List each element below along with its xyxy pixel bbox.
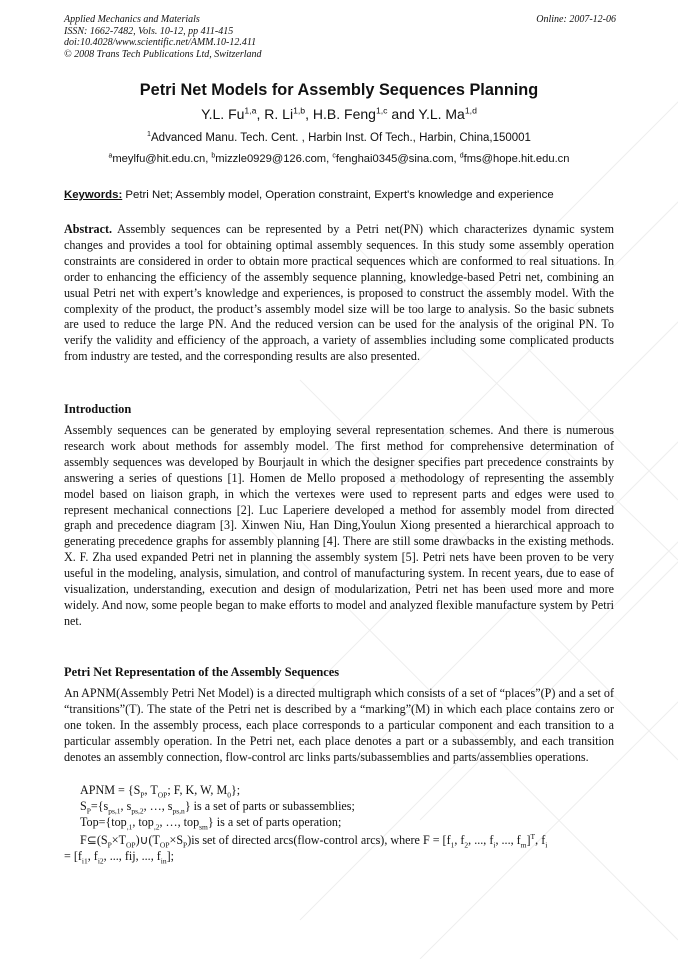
intro-heading: Introduction <box>64 402 132 416</box>
affil-sup: 1 <box>147 130 152 139</box>
journal-name: Applied Mechanics and Materials <box>64 14 200 25</box>
journal-header <box>64 14 262 60</box>
abstract-label: Abstract. <box>64 222 113 236</box>
email-sup: c <box>332 152 336 160</box>
keywords <box>64 189 624 201</box>
abstract-text: Assembly sequences can be represented by a Petri net(PN) which characterizes dynamic system changes and provides a tool for obtaining optimal assembly sequences. In this study some assembly operation constraints are considered in order to obtain more practical sequences which are conformed to real situations. In order to enhancing the efficiency of the assembly sequence planning, knowledge-based Petri net, combining an usual Petri net with expert’s knowledge and experiences, is proposed to construct the assembly model. With the complexity of the product, the product’s assembly model size will be too large to analysis. So the basic subnets are used to reduce the large PN. And the reduced version can be used for the analysis of the original PN. To verify the validity and efficiency of the approach, a variety of assemblies including some complicated products from industry are tested, and the corresponding results are also presented. <box>64 222 614 364</box>
affiliation <box>0 132 678 144</box>
keywords-text: Petri Net; Assembly model, Operation constraint, Expert's knowledge and experience <box>122 189 554 201</box>
equation-top: Top={top$_{,1}$, top$_{,2}$, …, top$_{sm}$} is a set of parts operation; <box>80 815 342 832</box>
author-sup: 1,b <box>293 105 306 116</box>
intro-text: Assembly sequences can be generated by employing several representation schemes. And there is numerous research work about methods for assembly model. The first method for comprehensive determination of assembly sequences was developed by Bourjault in which the designer specifies part precedence constraints by answering a series of questions [1]. Homen de Mello proposed a methodology of representing the assembly model based on liaison graph, in which the vertexes were used to represent parts and edges were used to represent mechanical connections [2]. Luc Laperiere developed a method for assembly model from directed graph and precedence diagram [3]. Xinwen Niu, Han Ding,Youlun Xiong presented a hierarchical approach to generating precedence graphs for assembly planning [4]. There are still some drawbacks in the existing methods. X. F. Zha used expanded Petri net in planning the assembly system [5]. Petri nets have been proven to be very useful in the modeling, analysis, simulation, and control of manufacturing system. In recent years, due to ease of visualization, understanding, execution and design of modularization, Petri net has been used more and more widely. And now, some people began to make efforts to model and analyzed flexible manufacture system by Petri net. <box>64 423 614 628</box>
email-sup: d <box>459 152 464 160</box>
author-sup: 1,a <box>244 105 257 116</box>
online-date: Online: 2007-12-06 <box>536 14 616 25</box>
equation-apnm: APNM = {$S_P$, $T_{OP}$; F, K, W, $M_0$}; <box>80 783 241 800</box>
author-name: Y.L. Fu <box>201 106 245 122</box>
affil-text: Advanced Manu. Tech. Cent. , Harbin Inst. Of Tech., Harbin, China,150001 <box>151 132 531 144</box>
section2-heading: Petri Net Representation of the Assembly Sequences <box>64 665 340 679</box>
email-link[interactable]: fms@hope.hit.edu.cn <box>463 153 570 165</box>
issn: ISSN: 1662-7482, Vols. 10-12, pp 411-415 <box>64 25 234 37</box>
author-name: H.B. Feng <box>312 106 376 122</box>
eq-apnm-text: APNM = {S <box>80 783 141 797</box>
eq-sp-text: is a set of parts or subassemblies; <box>190 799 355 813</box>
email-link[interactable]: mizzle0929@126.com <box>215 153 327 165</box>
copyright: © 2008 Trans Tech Publications Ltd, Switzerland <box>64 48 262 60</box>
author-name: Y.L. Ma <box>418 106 465 122</box>
author-sup: 1,c <box>375 105 388 116</box>
doi: doi:10.4028/www.scientific.net/AMM.10-12.411 <box>64 37 257 49</box>
eq-top-text: is a set of parts operation; <box>213 815 342 829</box>
emails: $^a$meylfu@hit.edu.cn, $^b$mizzle0929@126.com, $^c$fenghai0345@sina.com, $^d$fms@hope.hit.edu.cn <box>108 152 570 165</box>
abstract <box>64 222 614 365</box>
equation-flow: $F⊆(S_P\times T_{OP})\cup(T_{OP}\times S_P)is$ set of directed arcs(flow-control arcs), where $F = [f_1$, $f_2$, ..., $f_i$, ..., $f_m]^T$, $f_i$ = [$f_{i1}$, $f_{i2}$, ..., fij, ..., $f_{in}$]; <box>64 831 548 866</box>
authors: Y.L. Fu$^{1,a}$, R. Li$^{1,b}$, H.B. Feng$^{1,c}$ and Y.L. Ma$^{1,d}$ <box>201 105 477 122</box>
email-link[interactable]: meylfu@hit.edu.cn <box>112 153 206 165</box>
section2-text: An APNM(Assembly Petri Net Model) is a directed multigraph which consists of a set of “places”(P) and a set of “transitions”(T). The state of the Petri net is described by a “marking”(M) in which each place contains zero or one token. In the assembly process, each place corresponds to a particular component and each transition to a particular assembly operation. In the Petri net, each place denotes a part or a subassembly, and each transition denotes an assembly connection, flow-control arc links parts/subassemblies and parts/assemblies operations. <box>64 686 614 764</box>
equation-sp: $S_P=\{s_{ps,1}$, $s_{ps,2}$, …, $s_{ps,n}$} is a set of parts or subassemblies; <box>80 799 355 816</box>
eq-fi-text: = [f <box>64 848 82 863</box>
email-sup: b <box>211 152 216 160</box>
eq-flow-text: is set of directed arcs(flow-control arcs), where F = [f <box>191 833 451 847</box>
keywords-label: Keywords: <box>64 189 123 201</box>
paper-title: Petri Net Models for Assembly Sequences Planning <box>139 81 539 99</box>
email-link[interactable]: fenghai0345@sina.com <box>335 153 454 165</box>
author-sup: 1,d <box>464 105 477 116</box>
email-sup: a <box>108 152 113 160</box>
author-name: R. Li <box>264 106 294 122</box>
